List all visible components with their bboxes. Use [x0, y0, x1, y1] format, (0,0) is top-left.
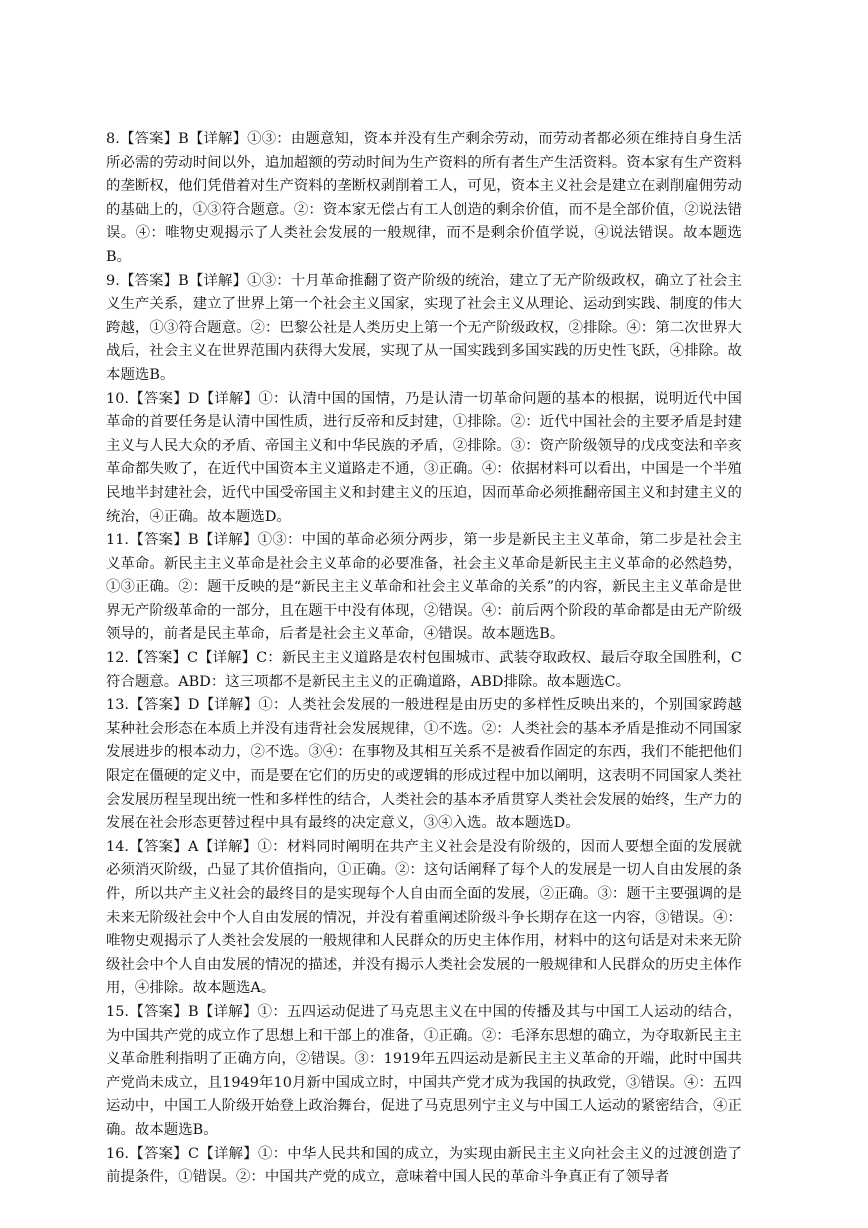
- answer-explanations: [106, 128, 742, 1190]
- answer-item-13: 13.【答案】D【详解】①：人类社会发展的一般进程是由历史的多样性反映出来的，个别国家跨越某种社会形态在本质上并没有违背社会发展规律，①不选。②：人类社会的基本矛盾是推动不同国家发展进步的根本动力，②不选。③④：在事物及其相互关系不是被看作固定的东西，我们不能把他们限定在僵硬的定义中，而是要在它们的历史的或逻辑的形成过程中加以阐明，这表明不同国家人类社会发展历程呈现出统一性和多样性的结合，人类社会的基本矛盾贯穿人类社会发展的始终，生产力的发展在社会形态更替过程中具有最终的决定意义，③④入选。故本题选D。: [106, 697, 742, 832]
- answer-item-14: 14.【答案】A【详解】①：材料同时阐明在共产主义社会是没有阶级的，因而人要想全面的发展就必须消灭阶级，凸显了其价值指向，①正确。②：这句话阐释了每个人的发展是一切人自由发展的条件，所以共产主义社会的最终目的是实现每个人自由而全面的发展，②正确。③：题干主要强调的是未来无阶级社会中个人自由发展的情况，并没有着重阐述阶级斗争长期存在这一内容，③错误。④：唯物史观揭示了人类社会发展的一般规律和人民群众的历史主体作用，材料中的这句话是对未来无阶级社会中个人自由发展的情况的描述，并没有揭示人类社会发展的一般规律和人民群众的历史主体作用，④排除。故本题选A。: [106, 838, 742, 997]
- answer-item-10: 10.【答案】D【详解】①：认清中国的国情，乃是认清一切革命问题的基本的根据，说明近代中国革命的首要任务是认清中国性质，进行反帝和反封建，①排除。②：近代中国社会的主要矛盾是封建主义与人民大众的矛盾、帝国主义和中华民族的矛盾，②排除。③：资产阶级领导的戊戌变法和辛亥革命都失败了，在近代中国资本主义道路走不通，③正确。④：依据材料可以看出，中国是一个半殖民地半封建社会，近代中国受帝国主义和封建主义的压迫，因而革命必须推翻帝国主义和封建主义的统治，④正确。故本题选D。: [106, 390, 742, 525]
- answer-item-9: 9.【答案】B【详解】①③：十月革命推翻了资产阶级的统治，建立了无产阶级政权，确立了社会主义生产关系，建立了世界上第一个社会主义国家，实现了社会主义从理论、运动到实践、制度的伟大跨越，①③符合题意。②：巴黎公社是人类历史上第一个无产阶级政权，②排除。④：第二次世界大战后，社会主义在世界范围内获得大发展，实现了从一国实践到多国实践的历史性飞跃，④排除。故本题选B。: [106, 272, 742, 383]
- answer-item-15: 15.【答案】B【详解】①：五四运动促进了马克思主义在中国的传播及其与中国工人运动的结合，为中国共产党的成立作了思想上和干部上的准备，①正确。②：毛泽东思想的确立，为夺取新民主主义革命胜利指明了正确方向，②错误。③：1919年五四运动是新民主主义革命的开端，此时中国共产党尚未成立，且1949年10月新中国成立时，中国共产党才成为我国的执政党，③错误。④：五四运动中，中国工人阶级开始登上政治舞台，促进了马克思列宁主义与中国工人运动的紧密结合，④正确。故本题选B。: [106, 1003, 742, 1138]
- answer-item-8: 8.【答案】B【详解】①③：由题意知，资本并没有生产剩余劳动，而劳动者都必须在维持自身生活所必需的劳动时间以外，追加超额的劳动时间为生产资料的所有者生产生活资料。资本家有生产资料的垄断权，他们凭借着对生产资料的垄断权剥削着工人，可见，资本主义社会是建立在剥削雇佣劳动的基础上的，①③符合题意。②：资本家无偿占有工人创造的剩余价值，而不是全部价值，②说法错误。④：唯物史观揭示了人类社会发展的一般规律，而不是剩余价值学说，④说法错误。故本题选B。: [106, 131, 742, 265]
- answer-item-11: 11.【答案】B【详解】①③：中国的革命必须分两步，第一步是新民主主义革命，第二步是社会主义革命。新民主主义革命是社会主义革命的必要准备，社会主义革命是新民主主义革命的必然趋势，①③正确。②：题干反映的是“新民主主义革命和社会主义革命的关系”的内容，新民主主义革命是世界无产阶级革命的一部分，且在题干中没有体现，②错误。④：前后两个阶段的革命都是由无产阶级领导的，前者是民主革命，后者是社会主义革命，④错误。故本题选B。: [106, 532, 742, 643]
- answer-item-16: 16.【答案】C【详解】①：中华人民共和国的成立，为实现由新民主主义向社会主义的过渡创造了前提条件，①错误。②：中国共产党的成立，意味着中国人民的革命斗争真正有了领导者: [106, 1145, 742, 1186]
- answer-item-12: 12.【答案】C【详解】C：新民主主义道路是农村包围城市、武装夺取政权、最后夺取全国胜利，C符合题意。ABD：这三项都不是新民主主义的正确道路，ABD排除。故本题选C。: [106, 650, 742, 690]
